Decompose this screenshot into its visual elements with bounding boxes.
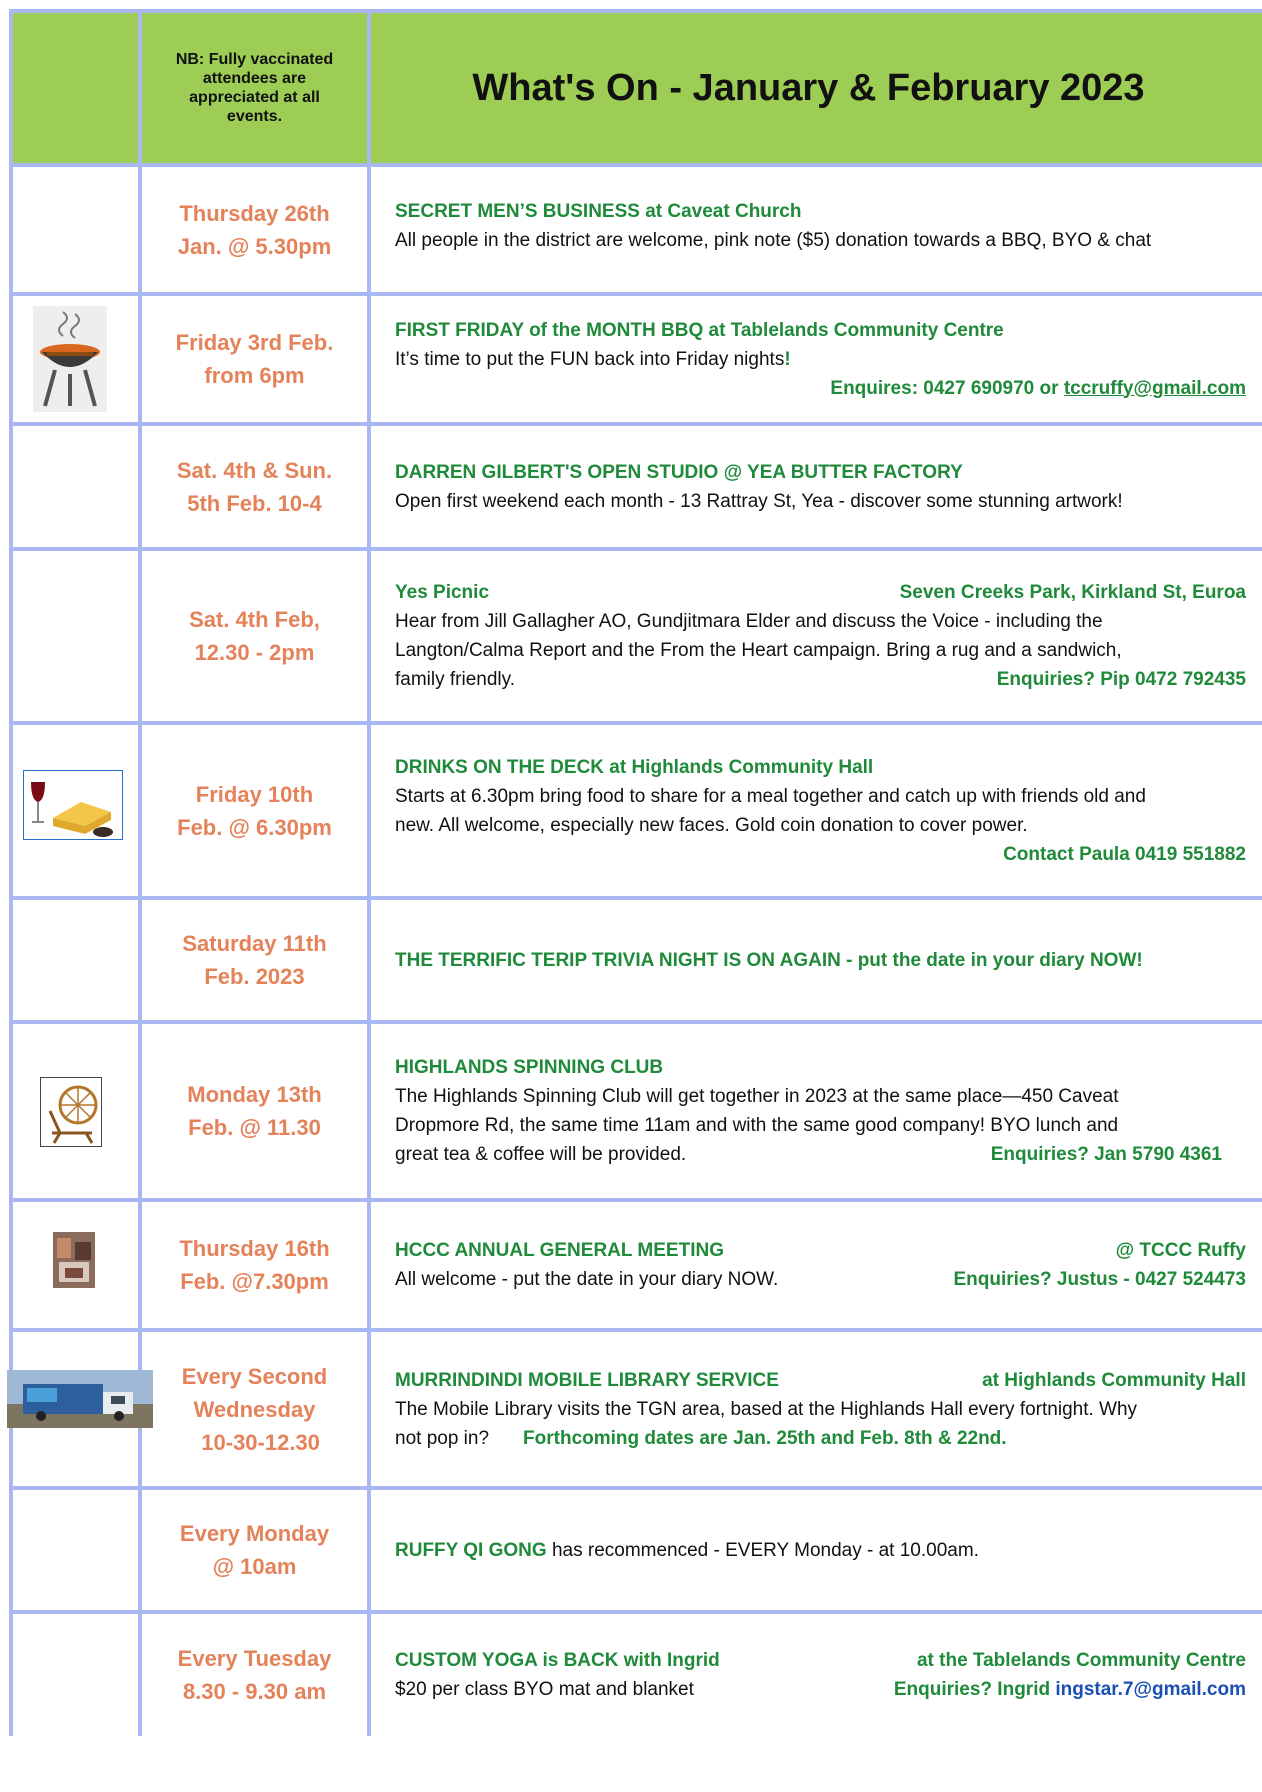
event-details [371,167,1262,292]
event-title: THE TERRIFIC TERIP TRIVIA NIGHT IS ON AGAIN - put the date in your diary NOW! [395,949,1143,971]
spinning-wheel-icon [40,1077,102,1147]
event-text: $20 per class BYO mat and blanket [395,1679,694,1700]
date-line: Sat. 4th Feb, [189,607,320,632]
date-line: Friday 10th [195,781,314,807]
event-row [9,1332,1262,1490]
event-icon-cell [9,426,142,547]
event-text-line: Starts at 6.30pm bring food to share for a meal together and catch up with friends old and [395,785,1146,807]
event-text: All welcome - put the date in your diary NOW. [395,1269,779,1290]
event-text: has recommenced - EVERY Monday - at 10.00am. [546,1539,979,1561]
event-heading [395,578,1246,607]
header-empty-cell [9,13,142,163]
events-table [9,9,1262,1736]
event-date [142,900,371,1020]
event-title: HCCC ANNUAL GENERAL MEETING [395,1240,724,1261]
event-icon-cell [9,1332,142,1486]
date-line: Thursday 16th [179,1236,330,1261]
event-text: Open first weekend each month - 13 Rattray St, Yea - discover some stunning artwork! [395,490,1123,512]
event-text-line [395,1536,1246,1565]
event-date [142,296,371,422]
event-enquiry: Enquiries? Pip 0472 792435 [996,669,1246,690]
event-date [142,1614,371,1736]
date-line: 12.30 - 2pm [194,640,315,665]
event-heading [395,1366,1246,1395]
event-details [371,1024,1262,1198]
date-line: Every Monday [179,1521,330,1546]
event-text-line: new. All welcome, especially new faces. Gold coin donation to cover power. [395,814,1028,836]
event-title: DARREN GILBERT'S OPEN STUDIO @ YEA BUTTER FACTORY [395,461,963,483]
date-line: Monday 13th [187,1082,322,1107]
event-text-line [395,1140,1246,1169]
event-date [142,1490,371,1610]
event-details [371,551,1262,721]
event-date [142,167,371,292]
date-line: 8.30 - 9.30 am [182,1679,327,1704]
event-location: at the Tablelands Community Centre [916,1650,1246,1671]
event-heading [395,1236,1246,1265]
event-row [9,1490,1262,1614]
event-row [9,551,1262,725]
event-date [142,1332,371,1486]
event-text-line [395,1265,1246,1294]
event-date [142,1024,371,1198]
date-line: 10-30-12.30 [189,1429,320,1455]
event-details [371,296,1262,422]
event-title: RUFFY QI GONG [395,1539,547,1561]
event-row [9,1202,1262,1332]
event-details [371,900,1262,1020]
date-line: Feb. @ 11.30 [188,1115,321,1140]
date-line: Wednesday [193,1396,316,1422]
email-link[interactable]: ingstar.7@gmail.com [1055,1679,1246,1700]
date-line: Every Tuesday [177,1646,332,1671]
event-row [9,426,1262,551]
event-location: Seven Creeks Park, Kirkland St, Euroa [899,582,1246,603]
date-line: @ 10am [212,1554,297,1579]
bbq-grill-icon [33,306,107,412]
event-details [371,1614,1262,1736]
event-text-line [395,665,1246,694]
event-date [142,1202,371,1328]
enquiry-text: Enquiries? Ingrid [893,1679,1056,1700]
event-title: HIGHLANDS SPINNING CLUB [395,1057,664,1078]
event-icon-cell [9,1614,142,1736]
event-icon-cell [9,551,142,721]
event-enquiry: Enquiries? Justus - 0427 524473 [953,1269,1246,1290]
event-text-line: The Highlands Spinning Club will get together in 2023 at the same place—450 Caveat [395,1086,1119,1107]
event-text-line [395,1675,1246,1704]
event-date [142,426,371,547]
date-line: Jan. @ 5.30pm [177,233,332,259]
event-details [371,1332,1262,1486]
event-enquiry [894,1675,1246,1704]
event-row [9,725,1262,900]
event-details [371,426,1262,547]
event-text-line: Langton/Calma Report and the From the Heart campaign. Bring a rug and a sandwich, [395,640,1122,661]
event-text-line: Dropmore Rd, the same time 11am and with the same good company! BYO lunch and [395,1115,1119,1136]
event-row [9,296,1262,426]
event-title: DRINKS ON THE DECK at Highlands Community Hall [395,756,874,778]
event-text-line: The Mobile Library visits the TGN area, based at the Highlands Hall every fortnight. Why [395,1398,1138,1420]
event-icon-cell [9,167,142,292]
event-details [371,725,1262,896]
event-icon-cell [9,1202,142,1328]
event-icon-cell [9,725,142,896]
event-location: @ TCCC Ruffy [1115,1240,1246,1261]
date-line: Sat. 4th & Sun. [176,457,333,483]
event-row [9,1024,1262,1202]
event-text-line [395,1424,1246,1453]
email-link[interactable]: tccruffy@gmail.com [1063,377,1246,399]
date-line: Thursday 26th [179,200,330,226]
vaccination-note: NB: Fully vaccinated attendees are appreciated at all events. [142,13,371,163]
event-enquiry: Contact Paula 0419 551882 [1003,843,1246,865]
date-line: from 6pm [204,363,305,388]
date-line: 5th Feb. 10-4 [187,490,322,516]
event-row [9,900,1262,1024]
date-line: Feb. 2023 [204,964,305,989]
event-text: All people in the district are welcome, pink note ($5) donation towards a BBQ, BYO & chat [395,229,1152,251]
event-heading [395,1646,1246,1675]
event-title: CUSTOM YOGA is BACK with Ingrid [395,1650,720,1671]
event-text-tail: great tea & coffee will be provided. [395,1144,687,1165]
exclamation-mark: ! [784,348,791,370]
event-details [371,1202,1262,1328]
date-line: Friday 3rd Feb. [175,330,334,355]
event-text [395,345,1246,374]
header-row [9,9,1262,167]
event-text-line: Hear from Jill Gallagher AO, Gundjitmara Elder and discuss the Voice - including the [395,611,1103,632]
event-enquiry [395,374,1246,403]
event-date [142,725,371,896]
event-title: Yes Picnic [395,582,490,603]
date-line: Saturday 11th [182,931,327,956]
library-dates-note: Forthcoming dates are Jan. 25th and Feb. 8th & 22nd. [523,1427,1007,1449]
event-text-tail: not pop in? [395,1427,490,1449]
library-truck-icon [7,1370,153,1428]
enquiry-text: Enquires: 0427 690970 or [830,377,1064,399]
event-row [9,1614,1262,1736]
event-icon-cell [9,1490,142,1610]
event-text-tail: family friendly. [395,669,516,690]
event-title: FIRST FRIDAY of the MONTH BBQ at Tablelands Community Centre [395,319,1004,341]
event-icon-cell [9,1024,142,1198]
event-title: MURRINDINDI MOBILE LIBRARY SERVICE [395,1369,779,1391]
event-text-body: It’s time to put the FUN back into Friday nights [395,348,785,370]
date-line: Every Second [181,1363,328,1389]
event-location: at Highlands Community Hall [982,1369,1246,1391]
event-date [142,551,371,721]
event-enquiry: Enquiries? Jan 5790 4361 [990,1144,1222,1165]
meeting-photo-icon [53,1232,95,1288]
date-line: Feb. @ 6.30pm [177,814,332,840]
wine-cheese-icon [23,770,123,840]
event-icon-cell [9,900,142,1020]
page-title: What's On - January & February 2023 [472,66,1145,109]
event-icon-cell [9,296,142,422]
event-row [9,167,1262,296]
event-details [371,1490,1262,1610]
date-line: Feb. @7.30pm [180,1269,329,1294]
event-title: SECRET MEN’S BUSINESS at Caveat Church [395,200,802,222]
